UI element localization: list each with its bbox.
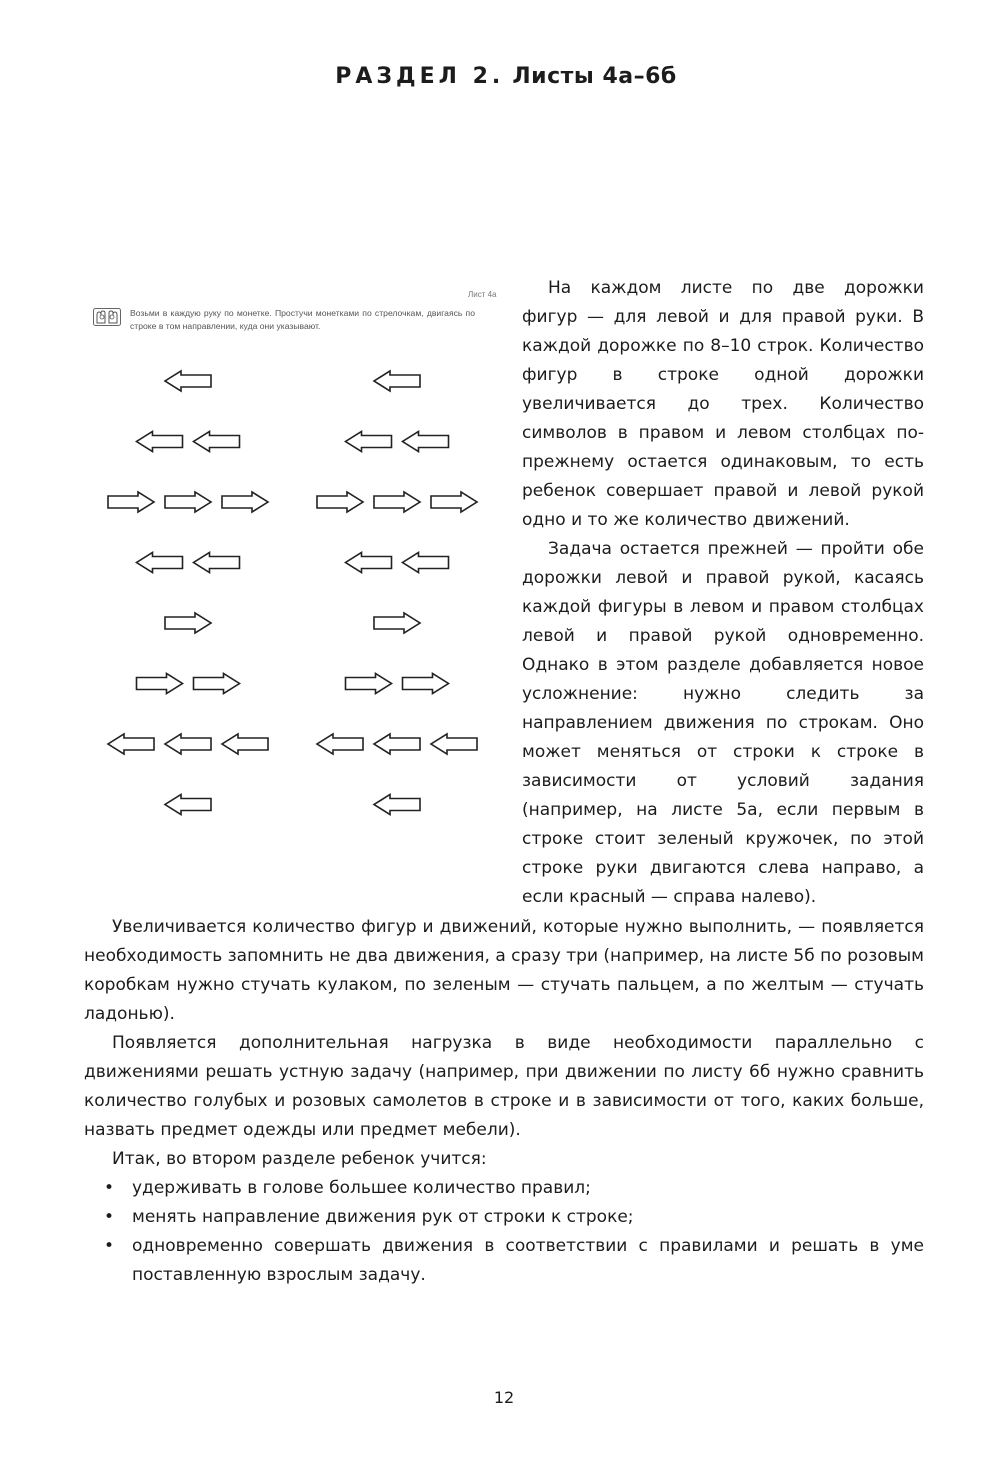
paragraph-3: Итак, во втором разделе ребенок учится: xyxy=(112,1149,487,1169)
column-paragraph-2: Задача остается прежней — пройти обе дорожки левой и правой рукой, касаясь каждой фигуры в левом и правом столбцах левой и правой рукой одновременно. Однако в этом разделе добавляется новое усложнение: нужно следить за направлением движения по строкам. Оно может меняться от строки к строке в зависимости от условий задания (например, на листе 5а, если первым в строке стоит зеленый кружочек, по этой строке руки двигаются слева направо, а если красный — справа налево). xyxy=(522,539,924,907)
left-track-arrow-right xyxy=(165,613,211,633)
right-track-arrow-left xyxy=(374,734,420,754)
left-track-arrow-left xyxy=(165,371,211,391)
section-label: РАЗДЕЛ 2. xyxy=(335,64,505,89)
left-track-arrow-left xyxy=(165,795,211,815)
paragraph-2: Появляется дополнительная нагрузка в виде необходимости параллельно с движениями решать устную задачу (например, при движении по листу 6б нужно сравнить количество голубых и розовых самолетов в строке и в зависимости от того, каких больше, назвать предмет одежды или предмет мебели). xyxy=(84,1033,924,1140)
right-track-arrow-right xyxy=(317,492,363,512)
list-item: • одновременно совершать движения в соответствии с правилами и решать в уме поставленную взрослым задачу. xyxy=(84,1232,924,1290)
left-track-arrow-right xyxy=(222,492,268,512)
right-track-arrow-left xyxy=(346,432,392,452)
right-track-arrow-left xyxy=(403,432,449,452)
worksheet-figure xyxy=(92,282,504,842)
right-track-arrow-left xyxy=(317,734,363,754)
list-item: • удерживать в голове большее количество правил; xyxy=(84,1174,924,1203)
full-width-text xyxy=(84,913,924,1290)
left-track-arrow-right xyxy=(137,674,183,694)
left-track-arrow-left xyxy=(222,734,268,754)
left-track-arrow-left xyxy=(194,432,240,452)
column-paragraph-1-lead: На каждом листе по две дорожки xyxy=(548,278,924,298)
paragraph-1: Увеличивается количество фигур и движений, которые нужно выполнить, — появляется необходимость запомнить не два движения, а сразу три (например, на листе 5б по розовым коробкам нужно стучать кулаком, по зеленым — стучать пальцем, а по желтым — стучать ладонью). xyxy=(84,917,924,1024)
page-number: 12 xyxy=(493,1388,515,1407)
right-track-arrow-right xyxy=(374,613,420,633)
right-track-arrow-left xyxy=(374,795,420,815)
left-track-arrow-right xyxy=(165,492,211,512)
right-track-arrow-left xyxy=(431,734,477,754)
left-track-arrow-left xyxy=(108,734,154,754)
left-track-arrow-left xyxy=(137,432,183,452)
left-track-arrow-left xyxy=(137,553,183,573)
sheet-label: Лист 4а xyxy=(468,290,497,299)
left-track-arrow-right xyxy=(108,492,154,512)
right-track-arrow-right xyxy=(431,492,477,512)
left-track-arrow-right xyxy=(194,674,240,694)
left-track-arrow-left xyxy=(194,553,240,573)
section-subtitle: Листы 4а–6б xyxy=(512,64,677,89)
arrow-tracks xyxy=(92,282,504,842)
list-item: • менять направление движения рук от строки к строке; xyxy=(84,1203,924,1232)
right-track-arrow-right xyxy=(374,492,420,512)
left-track-arrow-left xyxy=(165,734,211,754)
column-text xyxy=(522,274,924,912)
column-paragraph-1: фигур — для левой и для правой руки. В каждой дорожке по 8–10 строк. Количество фигур в строке одной дорожки увеличивается до трех. Количество символов в правом и левом столбцах по-прежнему остается одинаковым, то есть ребенок совершает правой и левой рукой одно и то же количество движений. xyxy=(522,307,924,530)
right-track-arrow-right xyxy=(403,674,449,694)
page-title xyxy=(0,64,1000,89)
worksheet-instruction: Возьми в каждую руку по монетке. Простучи монетками по стрелочкам, двигаясь по строке в том направлении, куда они указывают. xyxy=(130,308,475,331)
right-track-arrow-left xyxy=(374,371,420,391)
hands-with-coins-icon xyxy=(93,308,121,326)
right-track-arrow-left xyxy=(403,553,449,573)
right-track-arrow-right xyxy=(346,674,392,694)
skills-list xyxy=(84,1174,924,1290)
right-track-arrow-left xyxy=(346,553,392,573)
